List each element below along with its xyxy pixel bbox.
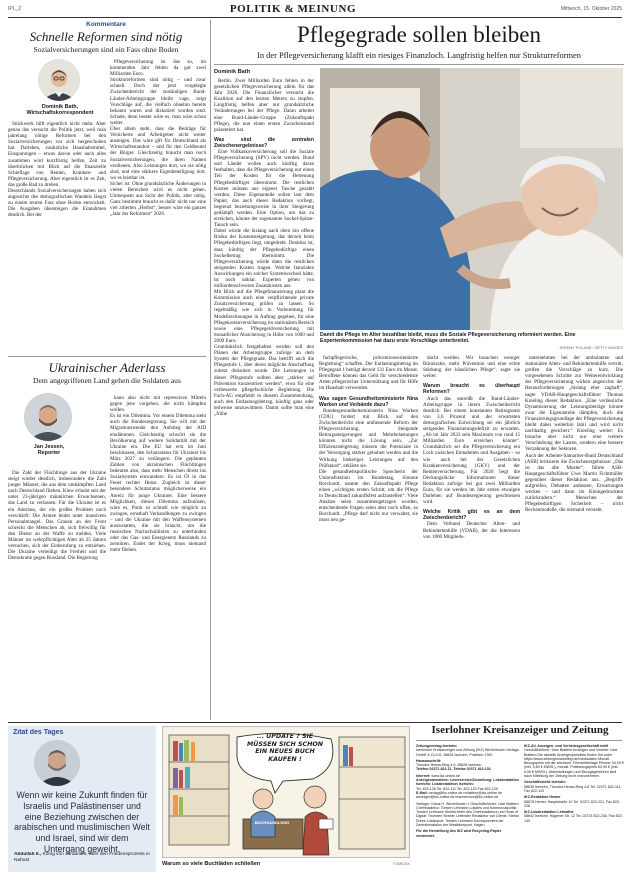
commentary-column-1 xyxy=(8,121,106,337)
article-text-3: fachpflegerische, präventionsorientierte Begleitung“ schaffen. Der Entlastungsbetrag im Pflegegrad 1 beträgt derzeit 131 Euro im Monat. Betroffene können das Geld für verschiedenste Arten pflegerischer Unterstützung und für Hilfe im Haushalt verwenden. xyxy=(319,355,418,392)
ukraine-column-1 xyxy=(8,470,106,720)
article-column-3 xyxy=(423,355,520,675)
imprint-av-title: IKZ-AV, Anzeigen- und Vertriebsgesellschaft mbH xyxy=(524,744,609,748)
imprint-mail-title: E-Mail: xyxy=(416,790,428,795)
imprint-masthead: Iserlohner Kreisanzeiger und Zeitung xyxy=(431,724,609,736)
imprint-letmathe: 58642 Iserlohn, Hagener Str. 12 Tel. 02374 822-236, Fax 822-139 xyxy=(524,814,623,823)
commentary-column-2 xyxy=(110,59,206,337)
imprint-address-title: Hausanschrift: xyxy=(416,758,442,763)
article-column-1 xyxy=(214,78,314,674)
article-photo xyxy=(320,68,623,330)
section-title: POLITIK & MEINUNG xyxy=(229,3,357,15)
imprint-office: 58636 Iserlohn, Theodor-Heuss-Ring 4-6 Tel. 02371 822-111, Fax 822-120 xyxy=(524,784,622,793)
imprint-mail[interactable]: verlag@ikz-online.de redaktion@ikz-online.de anzeigen@ikz-online.de leserservice@ikz-online.de xyxy=(416,790,503,800)
portrait-icon xyxy=(24,393,72,441)
cartoon-caption: Warum so viele Buchläden schließen xyxy=(162,861,261,867)
imprint-hemer-title: IKZ-Redaktion Hemer xyxy=(524,795,561,800)
page-label: IPL_2 xyxy=(8,6,22,12)
commentary-divider xyxy=(8,356,206,357)
author-role: Reporter xyxy=(37,450,61,457)
ukraine-text-1: Die Zahl der Flüchtlinge aus der Ukraine steigt wieder deutlich, insbesondere die Zahl junger Männer, die aus dem umkämpften Land nach Deutschland fliehen. Kiew erlaubt seit der unter 23-jährigen männlichen Erwachsenen, das Land zu verlassen. Für die Ukraine ist es ein Aderlass, der ein großes Problem noch verschärft: Die Armee leidet unter massivem Personalmangel. Das Grauen an der Front schreckt die Menschen ab, sich freiwillig für den Dienst an der Waffe zu melden. Viele Männer im wehrpflichtigen Alter ab 25 Jahren versuchen, sich der Einberufung zu entziehen. Die Ukraine verteidigt die Freiheit und die Demokratie gegen Russland. Die Regierung xyxy=(8,470,106,562)
photo-credit: JEREMY POLAND / GETTY IMAGES xyxy=(559,346,623,350)
imprint-phone: Telefon 02371 822-11, Telefax 02371 822-102 xyxy=(416,767,491,772)
commentary-headline: Schnelle Reformen sind nötig xyxy=(29,29,183,44)
article-answer-4: Dem Verband Deutscher Alten- und Behindertenhilfe (VDAB), der die Interessen von 1800 Mitglieds- xyxy=(423,521,520,540)
quote-context: König von Jordanien, über den Friedensprozess in Nahost xyxy=(14,852,150,863)
cartoon-sign: BUCHHANDLUNG xyxy=(254,820,290,825)
article-question-1: Was sind die zentralen Zwischenergebnisse? xyxy=(214,136,314,149)
commentary-subhead: Sozialversicherungen sind ein Fass ohne Boden xyxy=(33,45,179,54)
article-text-5: unternehmen bei der ambulanten und stationären Alten- und Behindertenhilfe vertritt, greifen die Vorschläge zu kurz. Die vorgesehenen Schritte zur Weiterentwicklung der Pflegeversicherung wirken angesichts der Herausforderungen „bislang eher zaghaft“, sagte VDAB-Hauptgeschäftsführer Thomas Knieling dieser Redaktion. „Eine verlässliche Dynamisierung der Leistungsbeträge könnte zwar die Eigenanteile dämpfen, doch die Finanzierungsgrundlage der Pflegeversicherung bleibt dabei weiterhin labil und wird nicht nachhaltig gesichert.“ Knieling weiter: Es brauche aber nicht nur eine weitere Verschiebung der Lasten, sondern eine bessere Verzahnung der Sektoren. Auch der Arbeiter-Samariter-Bund Deutschland (ASB) kritisierte die Zwischenergebnisse: „Das ist das alte Muster“, führte ASB-Hauptgeschäftsführer Uwe Martin Fichtmüller gegenüber dieser Redaktion aus. „Begriffe aufgreifen, Debatten andeuten, Erwartungen wecken – und dann im Kleingedruckten zurückrudern.“ Menschen der Pflegebedürftigen Sicherheit – nicht Rechenmodelle, die niemand versteht. xyxy=(525,355,623,514)
author-photo-bath xyxy=(38,59,80,101)
quote-attribution xyxy=(14,852,152,863)
imprint-contacts: Tel. 822-126 Tel. 822-111 Tel. 822-120 Fax 822-125 xyxy=(416,786,498,791)
author-byline-bath xyxy=(10,104,110,117)
author-role: Wirtschaftskorrespondent xyxy=(26,110,94,117)
imprint-internet-label: Internet: xyxy=(416,773,431,778)
author-byline-jessen xyxy=(10,444,88,457)
quote-text: Wenn wir keine Zukunft finden für Israelis und Palästinenser und eine Beziehung zwischen der arabischen und muslimischen Welt und Israel, sind wir dem Untergang geweiht. xyxy=(14,790,150,854)
article-subhead: In der Pflegeversicherung klafft ein riesiges Finanzloch. Langfristig helfen nur Strukturreformen xyxy=(257,51,581,60)
article-lead: Berlin. Zwei Milliarden Euro fehlen in der gesetzlichen Pflegeversicherung allein für das Jahr 2026. Die Finanzlöcher versucht die Koalition auf den letzten Metern zu stopfen. Langfristig helfen aber nur grundsätzliche Veränderungen bei der Pflege. Daran arbeitet eine Bund-Länder-Gruppe (Zukunftspakt Pflege), die nun einen ersten Zwischenstand präsentiert hat. xyxy=(214,78,314,133)
imprint-letmathe-title: IKZ-Lokalredaktion Letmathe xyxy=(524,810,574,815)
author-name: Jan Jessen, xyxy=(33,444,65,450)
ukraine-headline: Ukrainischer Aderlass xyxy=(48,360,166,375)
commentary-kicker: Kommentare xyxy=(86,21,126,28)
imprint-column-2 xyxy=(524,744,624,872)
article-question-4: Welche Kritik gibt es an dem Zwischenbericht? xyxy=(423,509,520,522)
article-answer-2: Bundesgesundheitsministerin Nina Warken (CDU) fordert mit Blick auf den Zwischenbericht eine umfassende Reform der Pflegeversicherung. Steigende Beitragssteigerungen und Mehrbelastungen könnten nicht die Lösung sein. „Zur Effizienzsteigerung müssen die Potenziale in der Versorgung stärker gehoben werden und die Wirkung bisheriger Leistungen auf den Prüfstand“, erklärte sie. Die gesundheitspolitische Sprecherin der Unionsfraktion im Bundestag, Simone Borchardt, nannte den Zukunftspakt Pflege einen „wichtigen ersten Schritt, um die Pflege in Deutschland zukunftsfest aufzustellen“. Viele Ansätze seien zusammengetragen worden, entscheidende Fragen seien aber noch offen, so Borchardt. „Pflege darf nicht nur verwaltet, sie muss neu ge- xyxy=(319,407,418,524)
bottom-section-rule xyxy=(8,722,622,723)
article-headline: Pflegegrade sollen bleiben xyxy=(297,22,541,47)
cartoon-credit: TOMICEK xyxy=(392,862,410,866)
portrait-icon xyxy=(34,740,80,786)
article-column-4 xyxy=(525,355,623,675)
ukraine-subhead: Dem angegriffenen Land gehen die Soldaten aus xyxy=(33,376,181,385)
article-answer-1: Eine Vollkaskoversicherung soll die Soziale Pflegeversicherung (SPV) nicht werden. Bund und Länder wollen auch künftig daran festhalten, dass die Pflegeversicherung nur einen Teil der Kosten für die Betreuung Pflegebedürftiger übernimmt. Die restlichen Kosten müssen aus eigener Tasche gezahlt werden. Diese Eigenanteile sollen laut dem Papier, das auch dieser Redaktion vorliegt, begrenzt beziehungsweise in ihrer Steigerung gedämpft werden. Eine Option, um das zu erreichen, könnte der sogenannte Sockel-Spitze-Tausch sein. Dabei würde die bislang nach oben hin offene Risiko der Kostensteigerung, das derzeit beim Pflegebedürftigen liegt, umgedreht. Denkbar ist, dass künftig der Pflegebedürftige einen Sockelbetrag übernimmt. Die Pflegeversicherung würde dann die restlichen steigenden Kosten tragen. Welche Itanzialen Auswirkungen ein solcher Systemwechsel hätte, ist noch unklar. Experten gehen von milliardenschweren Zusatzkosten aus. Mit Blick auf die Pflegefinanzierung plant die Kommission auch eine verpflichtende private Zusatzversicherung prüfen zu lassen. So regelmäßig wie sich in Vorbereitung für Modellrechnungen in Auftrag gegeben, für eine Pflegekostenversicherung im stationären Bereich sowie eine Pflegegeldversicherung mit monatlicher Absicherung in Höhe von 1000 und 2000 Euro. Grundsätzlich festgehalten werden soll den Plänen der Arbeitsgruppe zufolge an dem System der Pflegegrade. Das betrifft auch die Pflegestufe 1, über deren mögliche Abschaffung zuletzt diskutiert wurde. Die Leistungen in dieser Pflegestufe sollten aber „stärker auf Prävention konzentriert werden“, etwa für eine verbesserte pflegefachliche Begleitung. Die Fach-AG empfiehlt in diesem Zusammenhang, auch den Entlastungsbetrag, künftig ganz oder teilweise umzuwidmen. Damit sollte man eine „frühe xyxy=(214,149,314,418)
imprint-publisher-title: Zeitungsverlag Iserlohn xyxy=(416,744,457,748)
quote-speaker: Abdullah II., xyxy=(14,852,42,857)
article-question-2: Was sagen Gesundheitsministerin Nina Warken und Verbände dazu? xyxy=(319,395,418,408)
author-photo-jessen xyxy=(24,393,72,441)
article-question-3: Warum braucht es überhaupt Reformen? xyxy=(423,383,520,396)
article-rule xyxy=(214,64,624,65)
imprint-publisher: Iserlohner Kreisanzeiger und Zeitung (IKZ) Wichelhoven Verlags-GmbH & Co KG, 58634 Iserlohn, Postfach 1762 xyxy=(416,748,520,757)
imprint-office-title: Geschäftsstelle Iserlohn xyxy=(524,780,566,785)
portrait-icon xyxy=(38,59,80,101)
imprint-column-1 xyxy=(416,744,520,872)
imprint-av: Geschäftsführer: Uwe Blattern Anzeigen und Vertrieb: Uwe Blattern Die aktuelle Anzeigenpreisliste finden Sie unter https://www.zeitungsmarketing.de/mediadaten Monatl. Bezugspreis mit der wöchentl. Fernsehbeilage Prisma: 54,99 € (inkl. 5,60 € MWSt.), monatl. Postbezugspreis 63,99 € (inkl. 6,06 € MWSt.). Abbestellungen und Bezugsgebühren sind nach Mitteilung der Zeitung nicht vorzunehmen. xyxy=(524,748,624,779)
photo-caption: Damit die Pflege im Alter bezahlbar bleibt, muss die Soziale Pflegeversicherung reformiert werden. Eine Expertenkommission hat dazu erste Vorschläge unterbreitet. xyxy=(320,332,576,345)
imprint-recycle-note: Für die Herstellung des IKZ wird Recycling-Papier verwendet. xyxy=(416,829,502,838)
imprint-staff: Verleger: Klaus H. Wichelhoven † Geschäftsführer: Uwe Blattern Chefredakteur: Torsten Lehmann Lokales und Kommunalpolitik: Torsten Lehmann Stellvertreter des Chefredakteurs und Head of Digital: Thorsten Streber Leitender Redakteur von Dienst: Stefan Drees Lokalsport: Torsten Lehmann Korrespondent der Zentralredaktion der Westfalenpost, Hagen xyxy=(416,801,519,828)
ukraine-text-2: kann also nicht mit repressiven Mitteln gegen jene vorgehen, die nicht kämpfen wollen. Es ist ein Dilemma. Vor einem Dilemma steht auch die Bundesregierung. Sie will mit der Migrationswende den Aufstieg der AfD eindämmen. Gleichzeitig schwört sie die Bevölkerung auf weitere Solidarität mit der Ukraine ein. Die EU hat erst im Juni beschlossen, den Schutzstatus für Ukrainer bis März 2027 zu verlängern. Die geplanten Zahlen von ukrainischen Flüchtlingen bedeuten also, dass mehr Menschen direkt ins Sozialsystem einwandern. Es ist Öl in das Feuer rechter Hetze. Zugleich ist dieser besondere Schutzstatus möglicherweise ein Anreiz für junge Ukrainer. Eine bessere Möglichkeit, diesen Dilemma aufzulösen, wäre es, Putin so schnell wie möglich zu zwingen, ernsthaft Verhandlungen zu zwingen – und die Ukraine mit den Waffensystemen auszustatten, die sie braucht, um die russischen Nachschublinien zu unterbinden oder das Gas- und Energienetz Russlands zu zerstören. Endet der Krieg, muss niemand mehr fliehen. xyxy=(110,395,206,554)
quote-portrait xyxy=(34,740,80,786)
caregiver-photo-icon xyxy=(320,68,623,330)
imprint-internet-link[interactable]: www.ikz-online.de xyxy=(431,773,461,778)
article-text-4: dacht werden. Wir brauchen weniger Bürokratie, mehr Prävention und eine echte Stärkung der häuslichen Pflege“, sagte sie weiter. xyxy=(423,355,520,380)
article-column-2 xyxy=(319,355,418,675)
author-name: Dominik Bath, xyxy=(41,104,79,110)
imprint-address: Theodor-Heuss-Ring 4-6, 58636 Iserlohn xyxy=(416,763,482,768)
ukraine-column-2 xyxy=(110,395,206,720)
quote-kicker: Zitat des Tages xyxy=(13,729,64,736)
imprint-hemer: 58675 Hemer, Hauptstraße 10 Tel. 02371 822-221, Fax 822-226 xyxy=(524,799,621,808)
cartoon-speech-bubble: ... UPDATE ? SIE MÜSSEN SICH SCHON EIN NEUES BUCH KAUFEN ! xyxy=(247,733,323,763)
header-rule xyxy=(8,17,622,18)
issue-date: Mittwoch, 15. Oktober 2025 xyxy=(560,6,622,12)
imprint-rule xyxy=(416,740,622,741)
article-answer-3: Auch das umreißt die Bund-Länder-Arbeitsgruppe in ihrem Zwischenbericht deutlich. Bei einem konstanten Beitragssatz von 3,6 Prozent und der erwarteten demografischen Entwicklung sei ein jährlich steigendes Finanzierungsdefizit zu erwarten. „Ab im Jahr 2033 sein Maximum von rund 15 Milliarden Euro erreichen könnte“. Grundsätzlich sei die Pflegeversicherung ein Loch zwischen Einnahmen und Ausgaben – so wie auch bei der Gesetzlichen Krankenversicherung (GKV) und der Rentenversicherung. Für 2026 liegt die Deckungslücke Informationen dieser Redaktion zufolge bei gut zwei Milliarden Euro, für sie werden im Jahr ersten etwaigen Darlehen auf Bundesregierung geschlossen wird. xyxy=(423,395,520,506)
commentary-text-2: Pflegeversicherung ist das so, im kommenden Jahr fehlen da gut zwei Milliarden Euro. Strukturreformen sind nötig – und zwar schnell. Doch der jetzt vorgelegte Zwischenbericht der zuständigen Bund-Länder-Arbeitsgruppe bleibt vage, zeigt Vorschläge auf, die vielfach ohnehin bereits bekannt waren und diskutiert worden sind. Schade, denn besser wäre es, man wäre schon weiter. Über allem steht, dass die Beiträge für Versicherte und Arbeitgeber nicht weiter ansteigen. Das wäre gift für Deutschland als Wirtschaftsstandort – und für den Geldbeutel der Bürger. Gleichzeitig braucht man noch Sozialversicherungen, die ihren Namen verdienen. Also Leistungen dort, wo sie nötig sind, und eine stärkere Eigenbeteiligung dort, wo es leistbar ist. Sicher ist: Ohne grundsätzliche Änderungen in vielen Bereichen wird es nicht gehen. Umbequem aus Sicht der Politik, aber nötig. Ganz bestimmt braucht es dafür nicht nur eine viel zitierten „Herbst“, besser wäre ein ganzes „Jahr der Reformen“ 2026. xyxy=(110,59,206,218)
article-author: Dominik Bath xyxy=(214,69,251,75)
imprint-contacts-title: Anzeigenannahme: Leserservice/Zustellung: Lokalredaktion Iserlohn: Lokalredaktion Iserlohn: xyxy=(416,778,519,787)
commentary-text-1: Stückwerk hilft eigentlich nicht mehr. Aber genau das versucht die Politik jetzt, weil man jahrelang nötige Reformen bei den Sozialversicherungen vor sich hergeschoben hat. Darlehen, zusätzliche Haushaltsmittel, Einsparungen – etwas davon oder auch alles zusammen wird kurzfristig helfen, Zeit zu überbrücken mit Blick auf die finanzielle Schieflage von Renten, Kranken- und Pflegeversicherung. Aber eigentlich ist es Zeit, das große Rad zu drehen. Deutschlands Sozialversicherungen haben sich angesichts des demografischen Wandels längst zu einem teuren Fass ohne Boden entwickelt. Die Ausgaben übersteigen die Einnahmen deutlich. Bei der xyxy=(8,121,106,219)
column-divider xyxy=(210,20,211,720)
